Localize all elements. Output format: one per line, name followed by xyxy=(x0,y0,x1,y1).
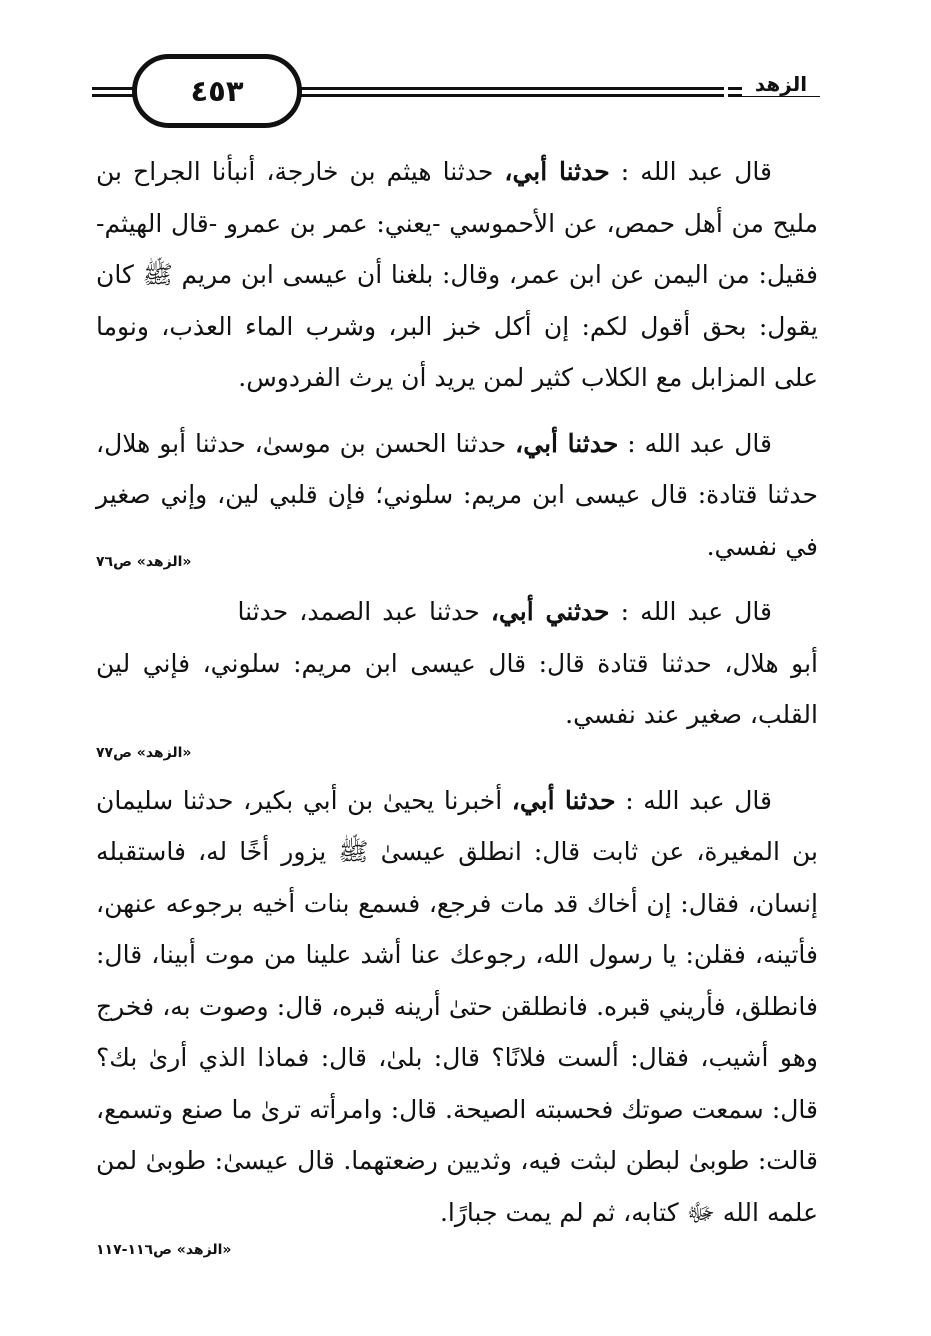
paragraph-3 xyxy=(96,586,818,741)
source-reference: «الزهد» ص١١٦-١١٧ xyxy=(96,1242,232,1258)
source-reference: «الزهد» ص٧٧ xyxy=(96,744,192,761)
running-title: الزهد xyxy=(742,72,820,96)
page-header xyxy=(92,48,820,134)
paragraph-text: حدثنا هيثم بن خارجة، أنبأنا الجراح بن مليح من أهل حمص، عن الأحموسي -يعني: عمر بن عمرو -قال الهيثم- فقيل: من اليمن عن ابن عمر، وقال: بلغنا أن عيسى ابن مريم ﷺ كان يقول: بحق أقول لكم: إن أكل خبز البر، وشرب الماء العذب، ونوما على المزابل مع الكلاب كثير لمن يريد أن يرث الفردوس. xyxy=(96,157,818,392)
paragraph-2 xyxy=(96,418,818,573)
page-number: ٤٥٣ xyxy=(190,74,244,108)
paragraph-speaker: قال عبد الله : xyxy=(620,157,772,186)
source-reference: «الزهد» ص٧٦ xyxy=(96,553,192,570)
paragraph-text: حدثنا الحسن بن موسىٰ، حدثنا أبو هلال، حدثنا قتادة: قال عيسى ابن مريم: سلوني؛ فإن قلبي لين، وإني صغير في نفسي. xyxy=(96,428,818,561)
paragraph-speaker: قال عبد الله : xyxy=(625,785,773,815)
paragraph-bold-chain: حدثنا أبي، xyxy=(504,157,610,186)
paragraph-text: أخبرنا يحيىٰ بن أبي بكير، حدثنا سليمان بن المغيرة، عن ثابت قال: انطلق عيسىٰ ﷺ يزور أخًا له، فاستقبله إنسان، فقال: إن أخاك قد مات فرجع، فسمع بنات أخيه برجوعه عنهن، فأتينه، فقلن: يا رسول الله، رجوعك عنا أشد علينا من موت أبينا، قال: فانطلق، فأريني قبره. فانطلقن حتىٰ أرينه قبره، قال: وصوت به، فخرج وهو أشيب، فقال: ألست فلانًا؟ قال: بلىٰ، قال: فماذا الذي أرىٰ بك؟ قال: سمعت صوتك فحسبته الصيحة. قال: وامرأته ترىٰ ما صنع وتسمع، قالت: طوبىٰ لبطن لبثت فيه، وثديين رضعتهما. قال عيسىٰ: طوبىٰ لمن علمه الله ﷻ كتابه، ثم لم يمت جبارًا. xyxy=(96,785,818,1227)
page-number-badge xyxy=(132,54,302,128)
paragraph-speaker: قال عبد الله : xyxy=(620,597,773,626)
header-rule-middle xyxy=(300,87,724,97)
header-rule-left xyxy=(92,87,134,97)
paragraph-speaker: قال عبد الله : xyxy=(627,428,772,458)
page-body xyxy=(96,146,818,1272)
paragraph-4 xyxy=(96,775,818,1239)
paragraph-text: حدثنا عبد الصمد، حدثنا أبو هلال، حدثنا قتادة قال: قال عيسى ابن مريم: سلوني، فإني لين القلب، صغير عند نفسي. xyxy=(96,597,818,729)
paragraph-bold-chain: حدثني أبي، xyxy=(490,597,610,626)
paragraph-bold-chain: حدثنا أبي، xyxy=(511,785,616,815)
paragraph-1 xyxy=(96,146,818,404)
paragraph-bold-chain: حدثنا أبي، xyxy=(515,428,619,458)
